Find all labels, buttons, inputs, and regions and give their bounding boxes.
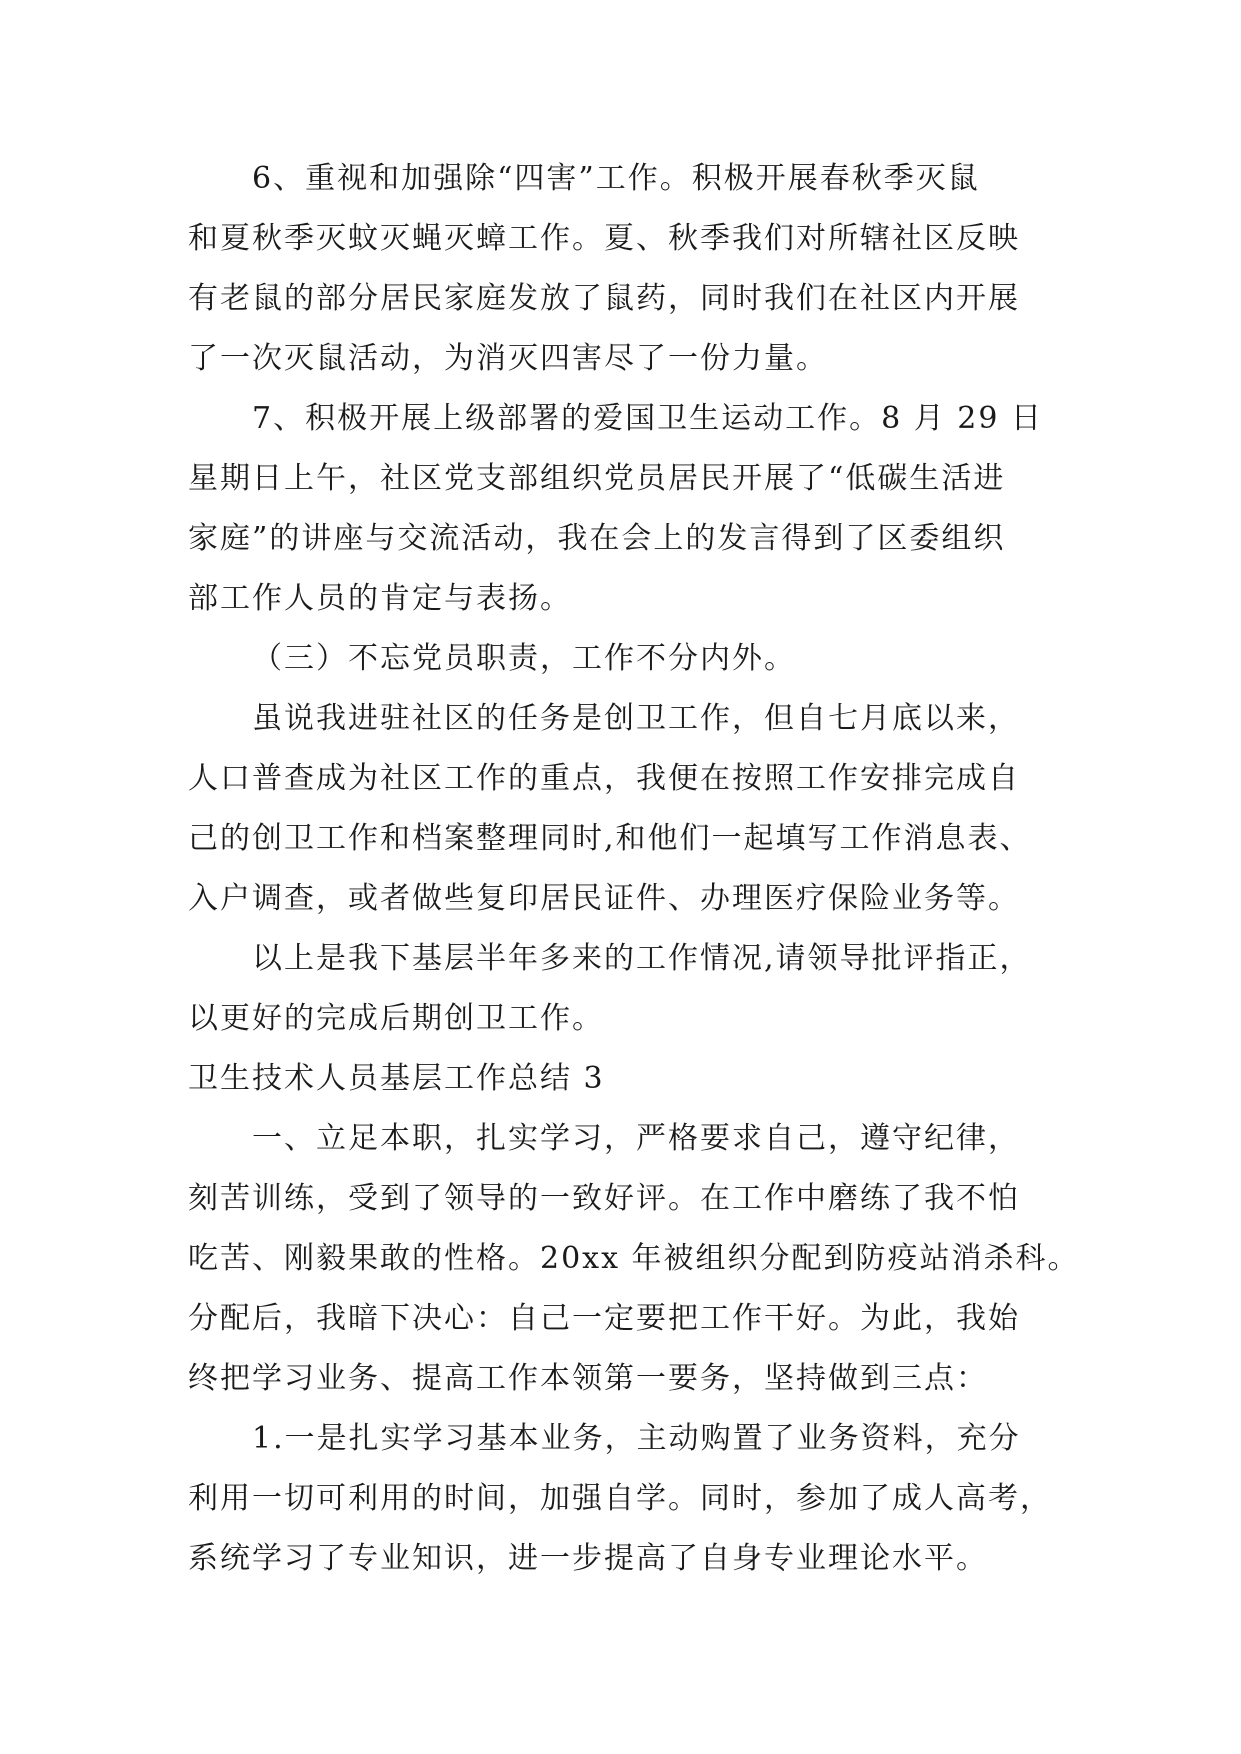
paragraph-line: 刻苦训练，受到了领导的一致好评。在工作中磨练了我不怕 bbox=[188, 1181, 1020, 1216]
paragraph-line: 一、立足本职，扎实学习，严格要求自己，遵守纪律， bbox=[252, 1121, 1020, 1156]
paragraph-line: 和夏秋季灭蚊灭蝇灭蟑工作。夏、秋季我们对所辖社区反映 bbox=[188, 221, 1020, 256]
paragraph-line: 人口普查成为社区工作的重点，我便在按照工作安排完成自 bbox=[188, 761, 1020, 796]
paragraph-line: 了一次灭鼠活动，为消灭四害尽了一份力量。 bbox=[188, 341, 828, 376]
document-subtitle: 卫生技术人员基层工作总结 3 bbox=[188, 1061, 605, 1096]
paragraph-line: 以上是我下基层半年多来的工作情况,请领导批评指正， bbox=[252, 941, 1032, 976]
paragraph-line: 以更好的完成后期创卫工作。 bbox=[188, 1001, 604, 1036]
paragraph-line: 6、重视和加强除“四害”工作。积极开展春秋季灭鼠 bbox=[252, 161, 980, 196]
paragraph-line: 入户调查，或者做些复印居民证件、办理医疗保险业务等。 bbox=[188, 881, 1020, 916]
paragraph-line: 7、积极开展上级部署的爱国卫生运动工作。8 月 29 日 bbox=[252, 401, 1043, 436]
paragraph-line: 星期日上午，社区党支部组织党员居民开展了“低碳生活进 bbox=[188, 461, 1006, 496]
paragraph-line: 己的创卫工作和档案整理同时,和他们一起填写工作消息表、 bbox=[188, 821, 1032, 856]
paragraph-line: 利用一切可利用的时间，加强自学。同时，参加了成人高考， bbox=[188, 1481, 1052, 1516]
paragraph-line: 系统学习了专业知识，进一步提高了自身专业理论水平。 bbox=[188, 1541, 988, 1576]
paragraph-line: 1.一是扎实学习基本业务，主动购置了业务资料，充分 bbox=[252, 1421, 1021, 1456]
paragraph-line: 有老鼠的部分居民家庭发放了鼠药，同时我们在社区内开展 bbox=[188, 281, 1020, 316]
paragraph-line: 分配后，我暗下决心：自己一定要把工作干好。为此，我始 bbox=[188, 1301, 1020, 1336]
paragraph-line: 部工作人员的肯定与表扬。 bbox=[188, 581, 572, 616]
document-body bbox=[188, 158, 1080, 1579]
paragraph-line: 终把学习业务、提高工作本领第一要务，坚持做到三点： bbox=[188, 1361, 988, 1396]
paragraph-line: 吃苦、刚毅果敢的性格。20xx 年被组织分配到防疫站消杀科。 bbox=[188, 1241, 1080, 1276]
paragraph-line: 虽说我进驻社区的任务是创卫工作，但自七月底以来， bbox=[252, 701, 1020, 736]
paragraph-line: 家庭”的讲座与交流活动，我在会上的发言得到了区委组织 bbox=[188, 521, 1006, 556]
section-heading: （三）不忘党员职责，工作不分内外。 bbox=[252, 641, 796, 676]
